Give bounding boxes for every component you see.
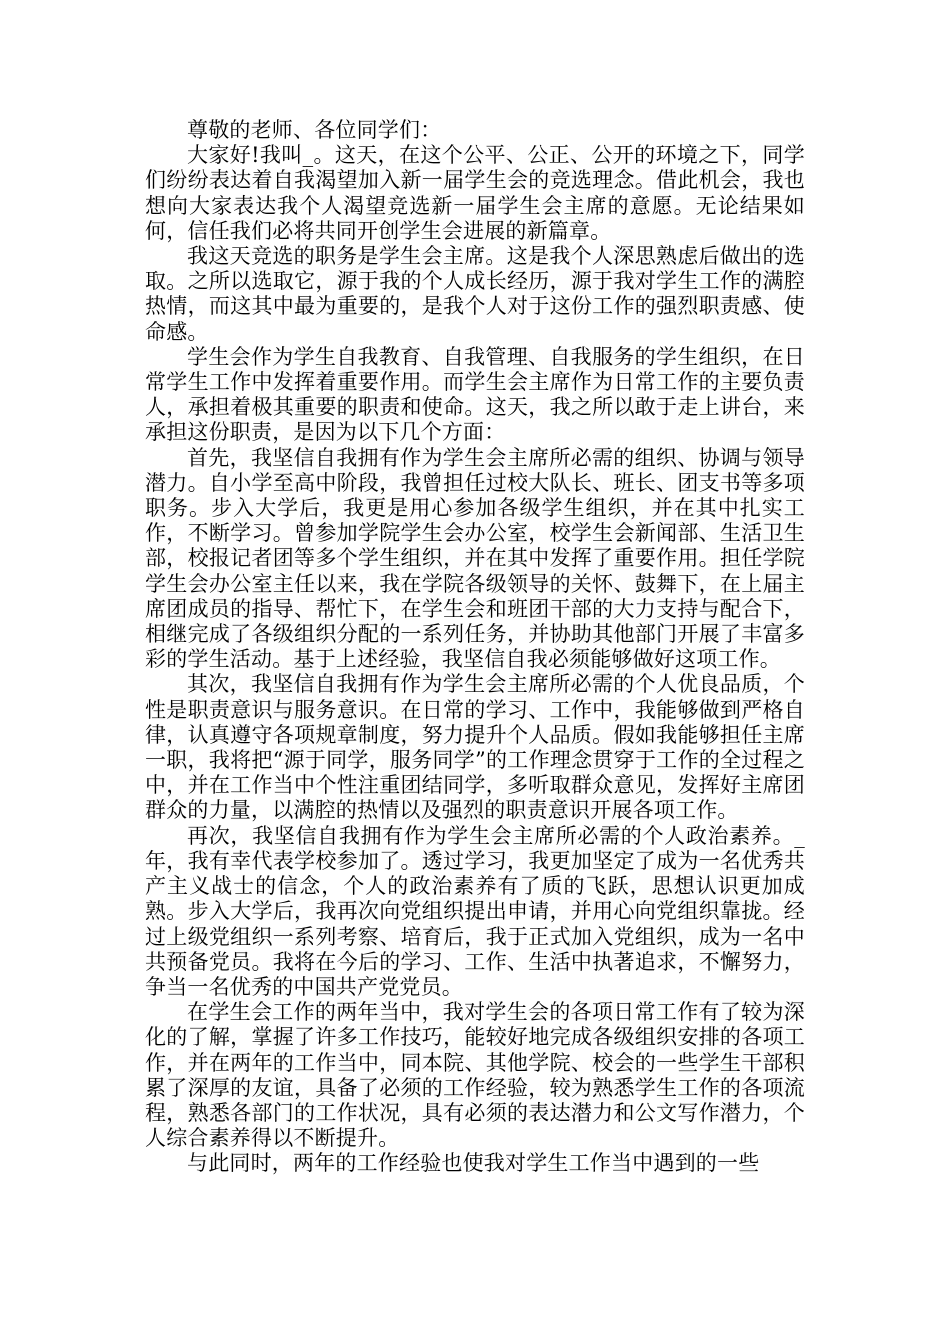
paragraph-student-union-role: 学生会作为学生自我教育、自我管理、自我服务的学生组织，在日常学生工作中发挥着重要作用。而学生会主席作为日常工作的主要负责人，承担着极其重要的职责和使命。这天，我之所以敢于走上讲台，来承担这份职责，是因为以下几个方面： <box>145 344 805 445</box>
paragraph-greeting: 大家好!我叫_。这天，在这个公平、公正、公开的环境之下，同学们纷纷表达着自我渴望加入新一届学生会的竞选理念。借此机会，我也想向大家表达我个人渴望竞选新一届学生会主席的意愿。无论结果如何，信任我们必将共同开创学生会进展的新篇章。 <box>145 143 805 243</box>
paragraph-third-reason: 再次，我坚信自我拥有作为学生会主席所必需的个人政治素养。_年，我有幸代表学校参加了。透过学习，我更加坚定了成为一名优秀共产主义战士的信念，个人的政治素养有了质的飞跃，思想认识更加成熟。步入大学后，我再次向党组织提出申请，并用心向党组织靠拢。经过上级党组织一系列考察、培育后，我于正式加入党组织，成为一名中共预备党员。我将在今后的学习、工作、生活中执著追求，不懈努力，争当一名优秀的中国共产党党员。 <box>145 823 805 999</box>
paragraph-first-reason: 首先，我坚信自我拥有作为学生会主席所必需的组织、协调与领导潜力。自小学至高中阶段，我曾担任过校大队长、班长、团支书等多项职务。步入大学后，我更是用心参加各级学生组织，并在其中扎实工作，不断学习。曾参加学院学生会办公室，校学生会新闻部、生活卫生部，校报记者团等多个学生组织，并在其中发挥了重要作用。担任学院学生会办公室主任以来，我在学院各级领导的关怀、鼓舞下，在上届主席团成员的指导、帮忙下，在学生会和班团干部的大力支持与配合下，相继完成了各级组织分配的一系列任务，并协助其他部门开展了丰富多彩的学生活动。基于上述经验，我坚信自我必须能够做好这项工作。 <box>145 445 805 672</box>
paragraph-position: 我这天竞选的职务是学生会主席。这是我个人深思熟虑后做出的选取。之所以选取它，源于我的个人成长经历，源于我对学生工作的满腔热情，而这其中最为重要的，是我个人对于这份工作的强烈职责感、使命感。 <box>145 244 805 344</box>
paragraph-continuation: 与此同时，两年的工作经验也使我对学生工作当中遇到的一些 <box>187 1151 760 1176</box>
paragraph-experience: 在学生会工作的两年当中，我对学生会的各项日常工作有了较为深化的了解，掌握了许多工作技巧，能较好地完成各级组织安排的各项工作，并在两年的工作当中，同本院、其他学院、校会的一些学生干部积累了深厚的友谊，具备了必须的工作经验，较为熟悉学生工作的各项流程，熟悉各部门的工作状况，具有必须的表达潜力和公文写作潜力，个人综合素养得以不断提升。 <box>145 1000 805 1151</box>
document-page <box>145 118 805 1177</box>
paragraph-second-reason: 其次，我坚信自我拥有作为学生会主席所必需的个人优良品质，个性是职责意识与服务意识。在日常的学习、工作中，我能够做到严格自律，认真遵守各项规章制度，努力提升个人品质。假如我能够担任主席一职，我将把“源于同学，服务同学”的工作理念贯穿于工作的全过程之中，并在工作当中个性注重团结同学，多听取群众意见，发挥好主席团群众的力量，以满腔的热情以及强烈的职责意识开展各项工作。 <box>145 672 805 823</box>
salutation: 尊敬的老师、各位同学们： <box>187 118 442 142</box>
